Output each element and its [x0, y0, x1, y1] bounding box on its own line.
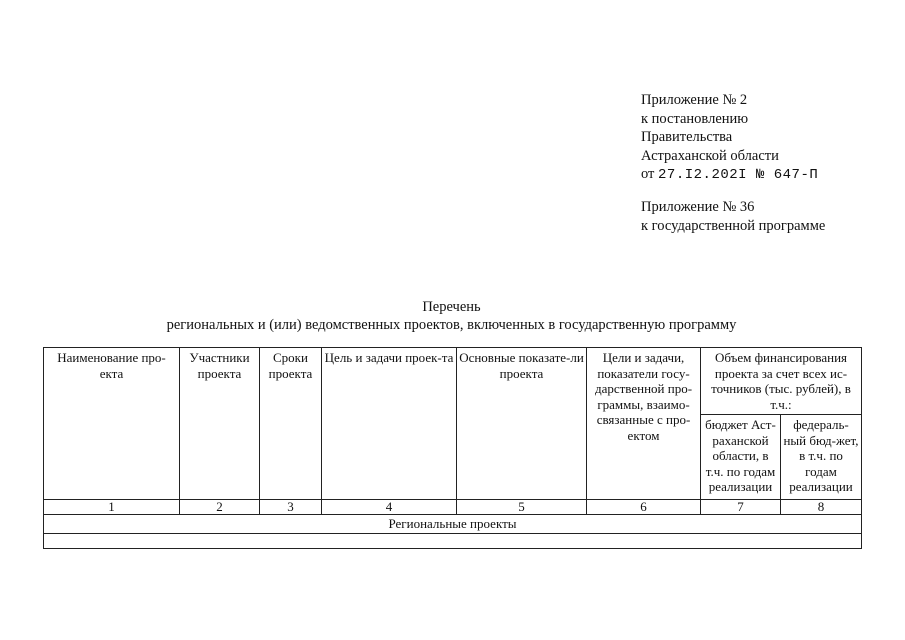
document-subtitle: региональных и (или) ведомственных проектов, включенных в государственную программу	[166, 317, 737, 333]
section-row	[44, 515, 862, 534]
header-col-6: Цели и задачи, показатели госу-дарственной про-граммы, взаимо-связанные с про-ектом	[587, 348, 701, 500]
appendix-1-line-2: к постановлению	[641, 110, 749, 127]
section-label: Региональные проекты	[44, 515, 862, 534]
appendix-1-date-line	[641, 165, 818, 185]
header-row-top	[44, 348, 862, 415]
column-numbers-row	[44, 500, 862, 515]
column-number: 1	[44, 500, 180, 515]
header-col-5: Основные показате-ли проекта	[457, 348, 587, 500]
empty-row	[44, 534, 862, 549]
header-col-8: федераль-ный бюд-жет, в т.ч. по годам реализации	[781, 415, 862, 500]
empty-cell	[44, 534, 862, 549]
appendix-1-line-1: Приложение № 2	[641, 92, 748, 108]
appendix-1-block	[641, 91, 818, 185]
appendix-1-date-prefix: от	[641, 166, 655, 182]
header-col-3: Сроки проекта	[260, 348, 322, 500]
header-col-4: Цель и задачи проек-та	[322, 348, 457, 500]
header-col-2: Участники проекта	[180, 348, 260, 500]
header-col-1: Наименование про-екта	[44, 348, 180, 500]
projects-table	[43, 347, 862, 549]
appendix-1-line-4: Астраханской области	[641, 147, 779, 164]
header-col-7: бюджет Аст-раханской области, в т.ч. по годам реализации	[701, 415, 781, 500]
appendix-1-line-3: Правительства	[641, 129, 733, 145]
column-number: 4	[322, 500, 457, 515]
column-number: 7	[701, 500, 781, 515]
appendix-1-date-number: 27.I2.202I № 647-П	[658, 167, 819, 183]
column-number: 5	[457, 500, 587, 515]
column-number: 8	[781, 500, 862, 515]
appendix-2-line-1: Приложение № 36	[641, 199, 755, 215]
document-title: Перечень	[422, 299, 481, 315]
column-number: 3	[260, 500, 322, 515]
appendix-2-line-2: к государственной программе	[641, 217, 826, 234]
column-number: 6	[587, 500, 701, 515]
appendix-2-block	[641, 198, 825, 235]
column-number: 2	[180, 500, 260, 515]
header-financing-group: Объем финансирования проекта за счет всех ис-точников (тыс. рублей), в т.ч.:	[701, 348, 862, 415]
